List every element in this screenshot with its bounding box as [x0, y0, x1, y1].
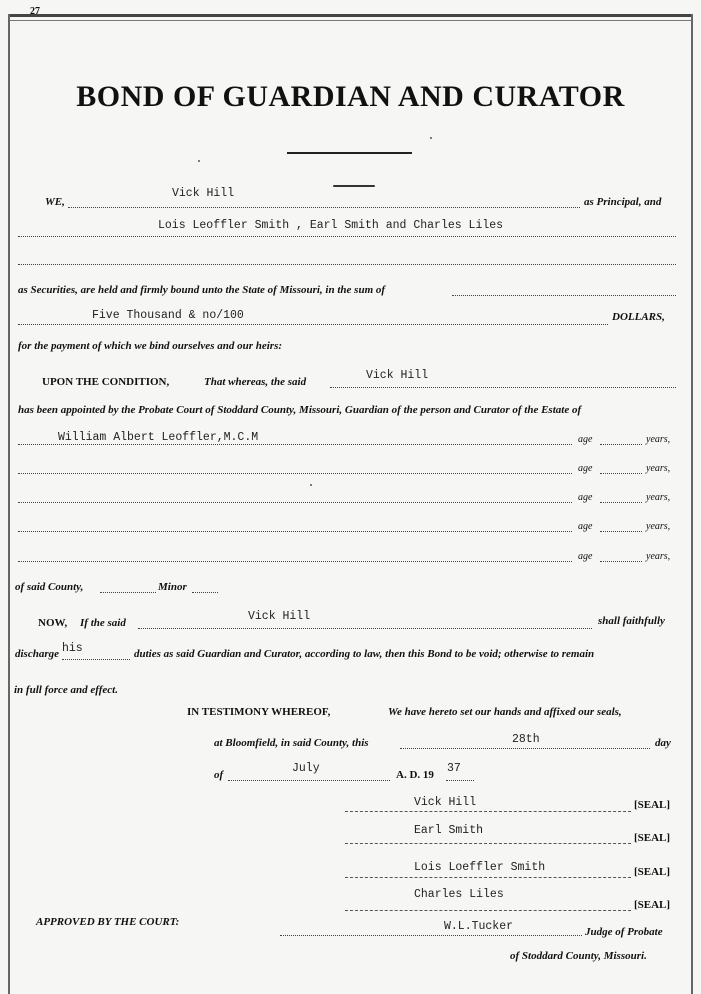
years-label: years, [646, 463, 671, 474]
condition-text: That whereas, the said [204, 376, 307, 388]
appointment-text: has been appointed by the Probate Court of Stoddard County, Missouri, Guardian of the person and Curator of the Estate of [18, 404, 582, 416]
seal-label: [SEAL] [634, 799, 671, 811]
ward-line [18, 473, 572, 474]
testimony-label: IN TESTIMONY WHEREOF, [187, 706, 331, 718]
bond-amount: Five Thousand & no/100 [92, 309, 244, 322]
corner-mark: 27 [30, 6, 40, 17]
amount-line [18, 324, 608, 325]
principal-suffix: as Principal, and [584, 196, 662, 208]
pronoun-line [62, 659, 130, 660]
years-label: years, [646, 492, 671, 503]
signature-name: Vick Hill [414, 796, 477, 809]
border-right [691, 14, 693, 994]
obligation-name: Vick Hill [248, 610, 311, 623]
condition-name: Vick Hill [366, 369, 429, 382]
years-label: years, [646, 551, 671, 562]
day-label: day [655, 737, 671, 749]
age-line [600, 444, 642, 445]
border-left [8, 14, 10, 994]
securities-names: Lois Leoffler Smith , Earl Smith and Charles Liles [158, 219, 504, 232]
swash-mark [333, 185, 375, 187]
ward-name: William Albert Leoffler,M.C.M [58, 431, 259, 444]
of-label: of [214, 769, 224, 781]
age-label: age [578, 521, 593, 532]
duties-text: duties as said Guardian and Curator, according to law, then this Bond to be void; otherwise to remain [134, 648, 595, 660]
force-text: in full force and effect. [14, 684, 118, 696]
discharge-label: discharge [15, 648, 59, 660]
ward-line [18, 531, 572, 532]
month-line [228, 780, 390, 781]
minor-line [192, 592, 218, 593]
ward-line [18, 444, 572, 445]
if-text: If the said [80, 617, 126, 629]
location-text: at Bloomfield, in said County, this [214, 737, 369, 749]
seal-label: [SEAL] [634, 899, 671, 911]
ward-line [18, 502, 572, 503]
ad-label: A. D. 19 [396, 769, 434, 781]
testimony-text: We have hereto set our hands and affixed our seals, [388, 706, 622, 718]
now-label: NOW, [38, 617, 68, 629]
scan-speck [430, 137, 432, 139]
faithfully-text: shall faithfully [598, 615, 665, 627]
pronoun: his [62, 642, 83, 655]
seal-label: [SEAL] [634, 832, 671, 844]
years-label: years, [646, 521, 671, 532]
age-line [600, 502, 642, 503]
principal-name: Vick Hill [172, 187, 235, 200]
age-label: age [578, 463, 593, 474]
we-label: WE, [45, 196, 65, 208]
condition-label: UPON THE CONDITION, [42, 376, 170, 388]
signature-line [345, 910, 631, 911]
seal-label: [SEAL] [634, 866, 671, 878]
ward-line [18, 561, 572, 562]
year-line [446, 780, 474, 781]
border-top [8, 14, 693, 17]
signature-line [345, 843, 631, 844]
dollars-label: DOLLARS, [612, 311, 665, 323]
condition-name-line [330, 387, 676, 388]
years-label: years, [646, 434, 671, 445]
obligation-name-line [138, 628, 592, 629]
signature-line [345, 877, 631, 878]
scan-speck [198, 160, 200, 162]
signature-line [345, 811, 631, 812]
age-line [600, 561, 642, 562]
sum-line [452, 295, 676, 296]
document-title: BOND OF GUARDIAN AND CURATOR [76, 80, 625, 113]
border-top-inner [8, 20, 693, 21]
securities-text: as Securities, are held and firmly bound unto the State of Missouri, in the sum of [18, 284, 386, 296]
month-value: July [292, 762, 320, 775]
signature-name: Charles Liles [414, 888, 504, 901]
minor-label: Minor [158, 581, 187, 593]
age-label: age [578, 551, 593, 562]
age-label: age [578, 492, 593, 503]
title-rule [287, 152, 412, 154]
judge-title: Judge of Probate [585, 926, 663, 938]
age-line [600, 531, 642, 532]
securities-line-1 [18, 236, 676, 237]
county-text: of said County, [15, 581, 84, 593]
year-value: 37 [447, 762, 461, 775]
principal-line [68, 207, 580, 208]
day-value: 28th [512, 733, 540, 746]
scan-speck [310, 484, 312, 486]
judge-line [280, 935, 582, 936]
approval-label: APPROVED BY THE COURT: [36, 916, 180, 928]
judge-name: W.L.Tucker [444, 920, 514, 933]
county-line [100, 592, 156, 593]
age-line [600, 473, 642, 474]
signature-name: Lois Loeffler Smith [414, 861, 546, 874]
signature-name: Earl Smith [414, 824, 484, 837]
securities-line-2 [18, 264, 676, 265]
approval-county: of Stoddard County, Missouri. [510, 950, 647, 962]
day-line [400, 748, 650, 749]
age-label: age [578, 434, 593, 445]
payment-clause: for the payment of which we bind ourselves and our heirs: [18, 340, 283, 352]
